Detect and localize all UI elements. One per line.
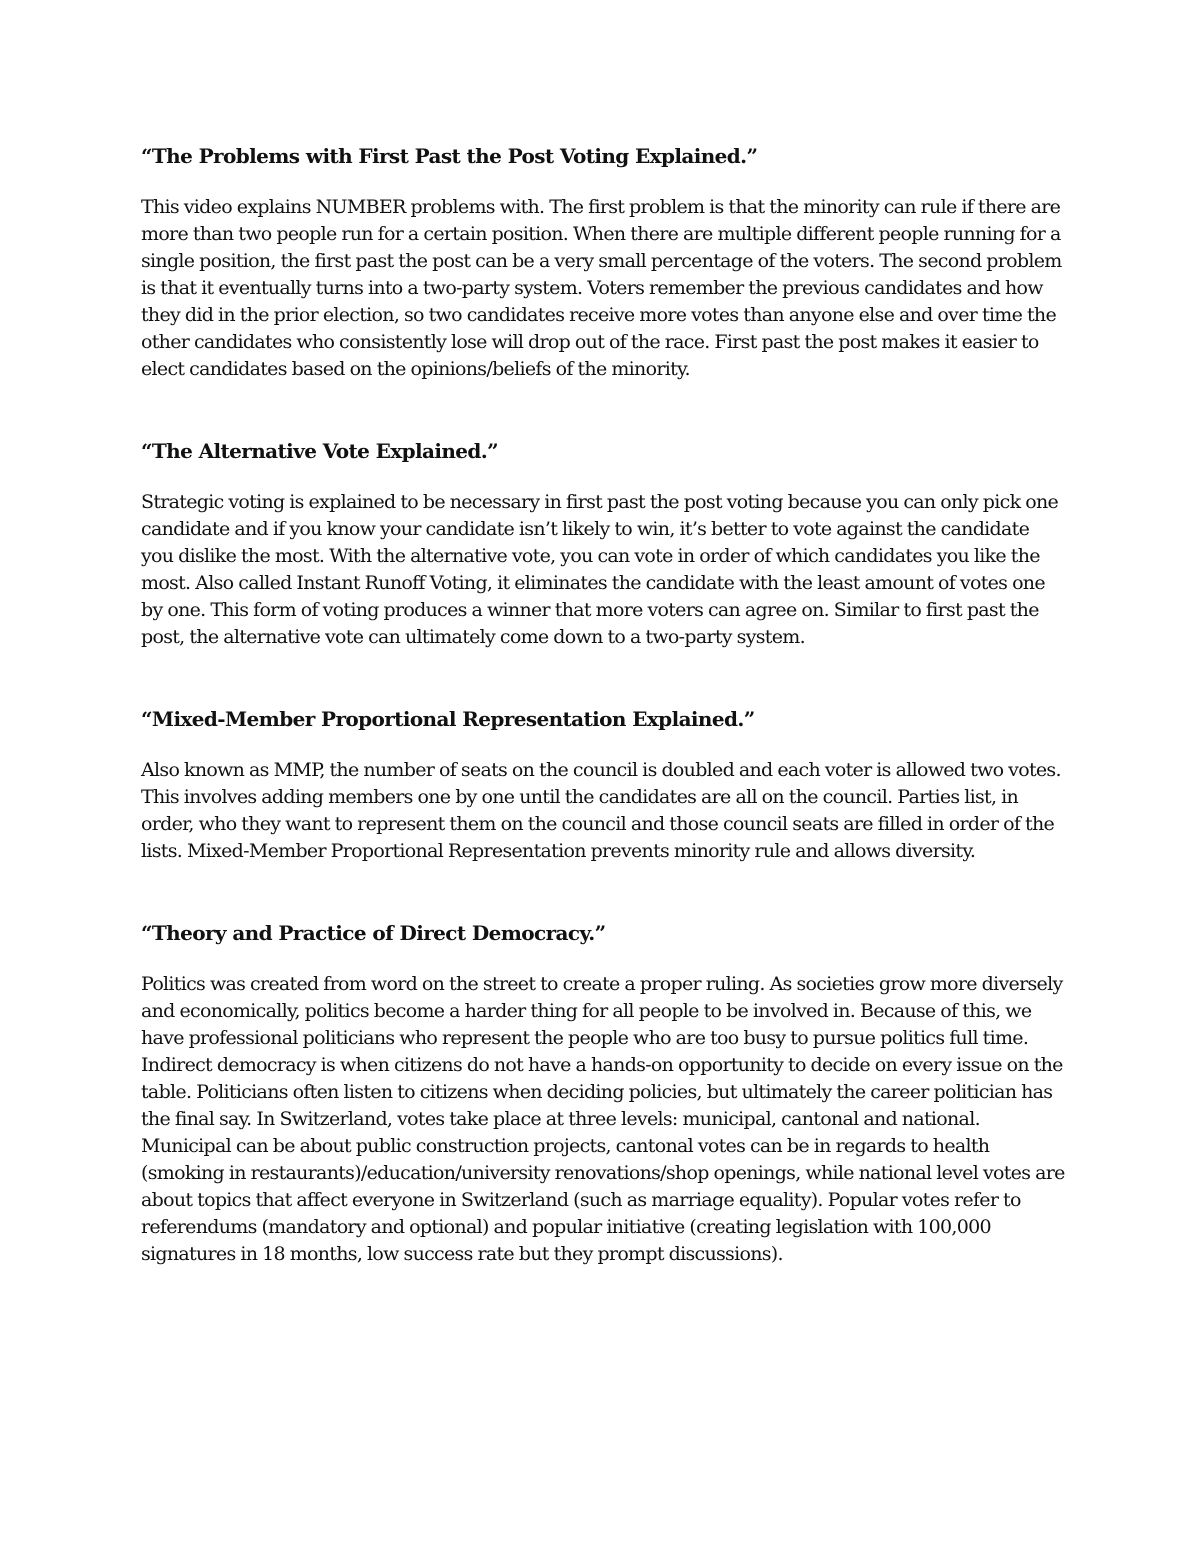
- section-mixed-member-proportional: [141, 705, 1065, 865]
- section-paragraph: Strategic voting is explained to be necessary in first past the post voting because you can only pick one candidate and if you know your candidate isn’t likely to win, it’s better to vote against the candidate you dislike the most. With the alternative vote, you can vote in order of which candidates you like the most. Also called Instant Runoff Voting, it eliminates the candidate with the least amount of votes one by one. This form of voting produces a winner that more voters can agree on. Similar to first past the post, the alternative vote can ultimately come down to a two-party system.: [141, 491, 1059, 648]
- section-paragraph: Also known as MMP, the number of seats on the council is doubled and each voter is allowed two votes. This involves adding members one by one until the candidates are all on the council. Parties list, in order, who they want to represent them on the council and those council seats are filled in order of the lists. Mixed-Member Proportional Representation prevents minority rule and allows diversity.: [141, 759, 1061, 862]
- section-alternative-vote: [141, 437, 1065, 651]
- section-first-past-the-post: [141, 142, 1065, 383]
- section-paragraph: Politics was created from word on the street to create a proper ruling. As societies grow more diversely and economically, politics become a harder thing for all people to be involved in. Because of this, we have professional politicians who represent the people who are too busy to pursue politics full time. Indirect democracy is when citizens do not have a hands-on opportunity to decide on every issue on the table. Politicians often listen to citizens when deciding policies, but ultimately the career politician has the final say. In Switzerland, votes take place at three levels: municipal, cantonal and national. Municipal can be about public construction projects, cantonal votes can be in regards to health (smoking in restaurants)/education/university renovations/shop openings, while national level votes are about topics that affect everyone in Switzerland (such as marriage equality). Popular votes refer to referendums (mandatory and optional) and popular initiative (creating legislation with 100,000 signatures in 18 months, low success rate but they prompt discussions).: [141, 973, 1065, 1265]
- section-heading: “The Alternative Vote Explained.”: [141, 439, 499, 463]
- section-paragraph: This video explains NUMBER problems with. The first problem is that the minority can rule if there are more than two people run for a certain position. When there are multiple different people running for a single position, the first past the post can be a very small percentage of the voters. The second problem is that it eventually turns into a two-party system. Voters remember the previous candidates and how they did in the prior election, so two candidates receive more votes than anyone else and over time the other candidates who consistently lose will drop out of the race. First past the post makes it easier to elect candidates based on the opinions/beliefs of the minority.: [141, 196, 1062, 380]
- section-heading: “The Problems with First Past the Post Voting Explained.”: [141, 144, 758, 168]
- section-heading: “Mixed-Member Proportional Representation Explained.”: [141, 707, 755, 731]
- section-direct-democracy: [141, 919, 1065, 1268]
- section-heading: “Theory and Practice of Direct Democracy.”: [141, 921, 606, 945]
- document-body: [141, 142, 1065, 1322]
